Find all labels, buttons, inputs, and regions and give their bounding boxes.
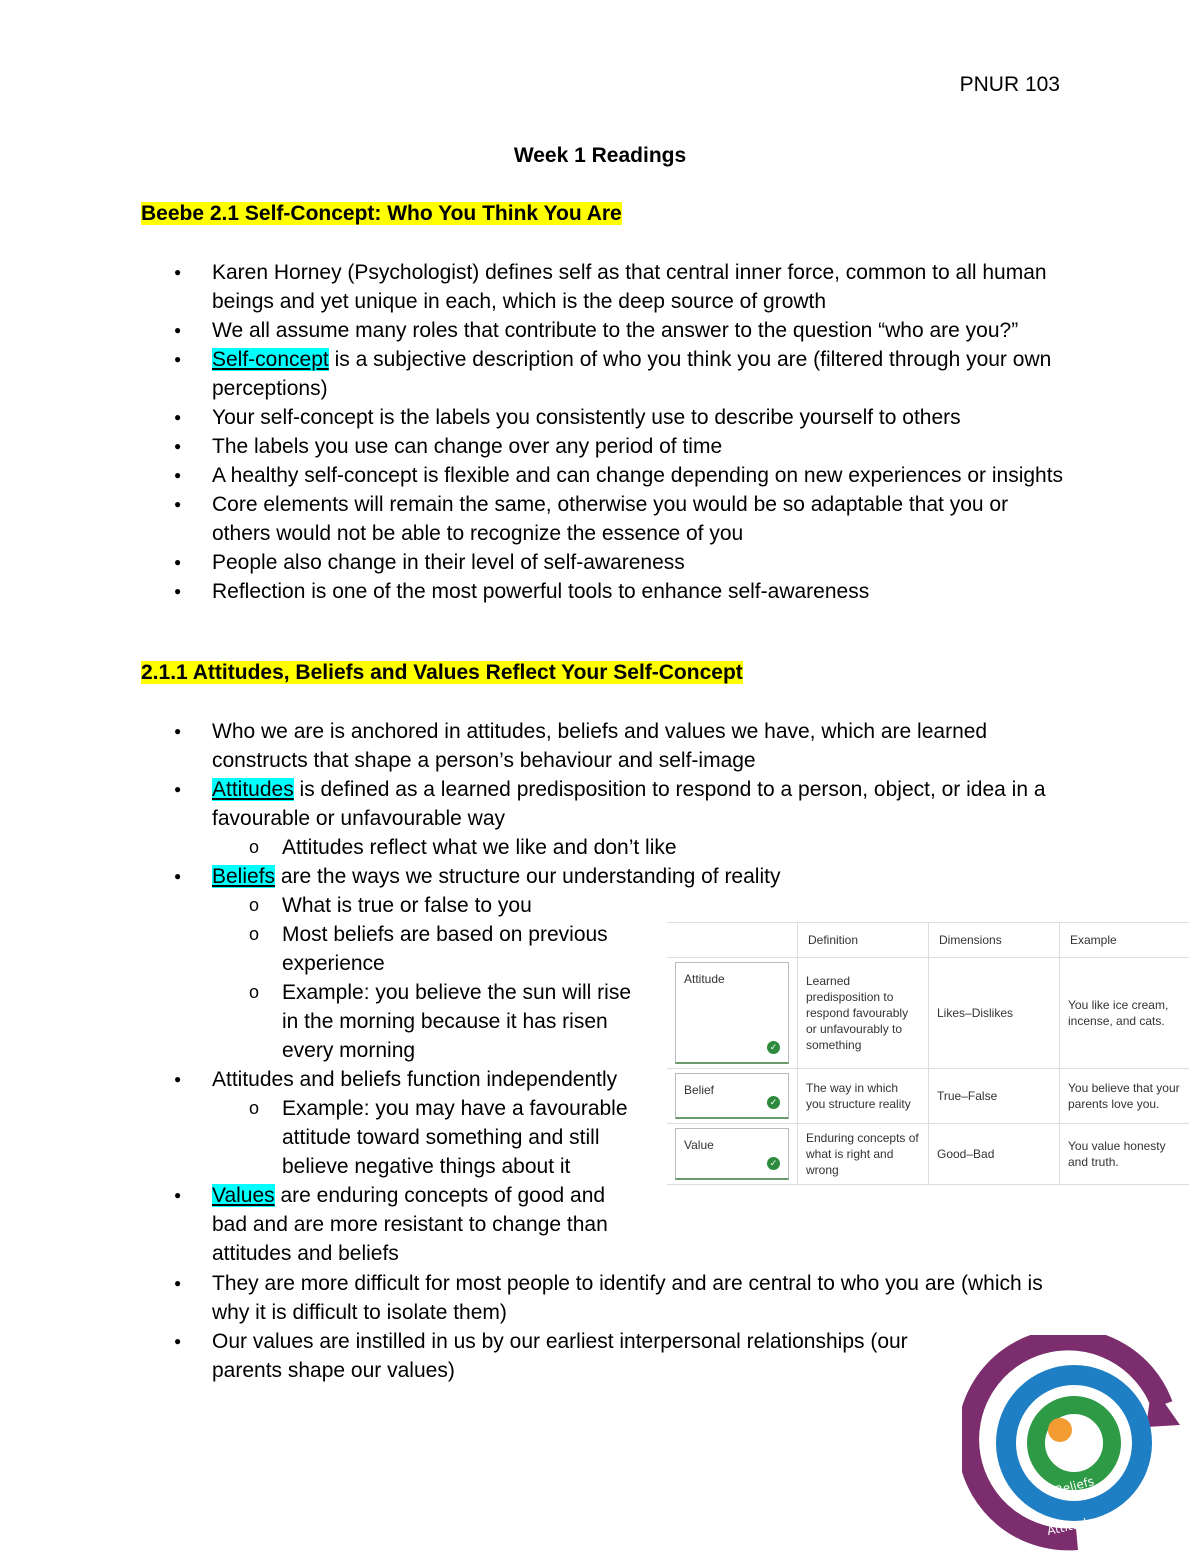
table-header: Example (1060, 923, 1190, 958)
list-item: ● Karen Horney (Psychologist) defines self as that central inner force, common to all human beings and yet unique in each, which is the deep source of growth (141, 258, 1071, 316)
example-cell: You believe that your parents love you. (1060, 1069, 1190, 1124)
dimensions-cell: True–False (929, 1069, 1060, 1124)
check-icon: ✓ (767, 1157, 780, 1170)
term-self-concept: Self-concept (212, 348, 329, 371)
sub-list-item: o What is true or false to you (141, 891, 632, 920)
term-card-value: Value ✓ (675, 1128, 789, 1180)
list-item: ● Attitudes is defined as a learned predisposition to respond to a person, object, or idea in a favourable or unfavourable way (141, 775, 1071, 833)
section-heading-self-concept: Beebe 2.1 Self-Concept: Who You Think You Are (141, 202, 622, 225)
check-icon: ✓ (767, 1096, 780, 1109)
list-item: ● Our values are instilled in us by our earliest interpersonal relationships (our parents shape our values) (141, 1327, 942, 1385)
attitudes-label: Attitudes (1045, 1512, 1102, 1538)
table-row (667, 958, 1189, 1069)
course-code: PNUR 103 (959, 73, 1060, 96)
definition-cell: The way in which you structure reality (798, 1069, 929, 1124)
definition-cell: Learned predisposition to respond favourably or unfavourably to something (798, 958, 929, 1069)
table-header: Definition (798, 923, 929, 958)
sub-list-item: o Example: you believe the sun will rise in the morning because it has risen every morning (141, 978, 632, 1065)
values-beliefs-attitudes-spiral (962, 1335, 1192, 1553)
values-label: Values (1062, 1441, 1101, 1466)
example-cell: You like ice cream, incense, and cats. (1060, 958, 1190, 1069)
dimensions-cell: Likes–Dislikes (929, 958, 1060, 1069)
term-beliefs: Beliefs (212, 865, 276, 888)
list-item: ● People also change in their level of self-awareness (141, 548, 1071, 577)
sub-list-item: o Most beliefs are based on previous experience (141, 920, 632, 978)
dimensions-cell: Good–Bad (929, 1124, 1060, 1185)
page-title: Week 1 Readings (513, 144, 687, 167)
list-item: ● Your self-concept is the labels you consistently use to describe yourself to others (141, 403, 1071, 432)
table-header (667, 923, 798, 958)
list-item: ● Attitudes and beliefs function independently (141, 1065, 632, 1094)
sub-list-item: o Attitudes reflect what we like and don’t like (141, 833, 1071, 862)
list-item: ● A healthy self-concept is flexible and can change depending on new experiences or insights (141, 461, 1071, 490)
self-concept-list (141, 258, 1071, 606)
list-item: ● They are more difficult for most people to identify and are central to who you are (which is why it is difficult to isolate them) (141, 1269, 1071, 1327)
values-ring (1036, 1405, 1112, 1481)
table-row (667, 1069, 1189, 1124)
list-item: ● Beliefs are the ways we structure our understanding of reality (141, 862, 1071, 891)
attitudes-list (141, 717, 1071, 891)
term-card-belief: Belief ✓ (675, 1073, 789, 1119)
definition-cell: Enduring concepts of what is right and wrong (798, 1124, 929, 1185)
list-item: ● Self-concept is a subjective description of who you think you are (filtered through your own perceptions) (141, 345, 1071, 403)
values-list (141, 1269, 1071, 1385)
check-icon: ✓ (767, 1041, 780, 1054)
list-item: ● Reflection is one of the most powerful tools to enhance self-awareness (141, 577, 1071, 606)
attitudes-beliefs-values-table (667, 922, 1189, 1185)
table-row (667, 1124, 1189, 1185)
core-circle (1048, 1418, 1072, 1442)
term-attitudes: Attitudes (212, 778, 294, 801)
list-item: ● Core elements will remain the same, otherwise you would be so adaptable that you or others would not be able to recognize the essence of you (141, 490, 1071, 548)
table-header: Dimensions (929, 923, 1060, 958)
beliefs-label: Beliefs (1053, 1473, 1096, 1498)
sub-list-item: o Example: you may have a favourable attitude toward something and still believe negative things about it (141, 1094, 632, 1181)
list-item: ● Who we are is anchored in attitudes, beliefs and values we have, which are learned constructs that shape a person’s behaviour and self-image (141, 717, 1071, 775)
term-values: Values (212, 1184, 275, 1207)
list-item: ● The labels you use can change over any period of time (141, 432, 1071, 461)
table-header-row (667, 923, 1189, 958)
list-item: ● Values are enduring concepts of good and bad and are more resistant to change than attitudes and beliefs (141, 1181, 632, 1268)
example-cell: You value honesty and truth. (1060, 1124, 1190, 1185)
list-item: ● We all assume many roles that contribute to the answer to the question “who are you?” (141, 316, 1071, 345)
term-card-attitude: Attitude ✓ (675, 962, 789, 1064)
section-heading-attitudes-beliefs-values: 2.1.1 Attitudes, Beliefs and Values Reflect Your Self-Concept (141, 661, 743, 684)
